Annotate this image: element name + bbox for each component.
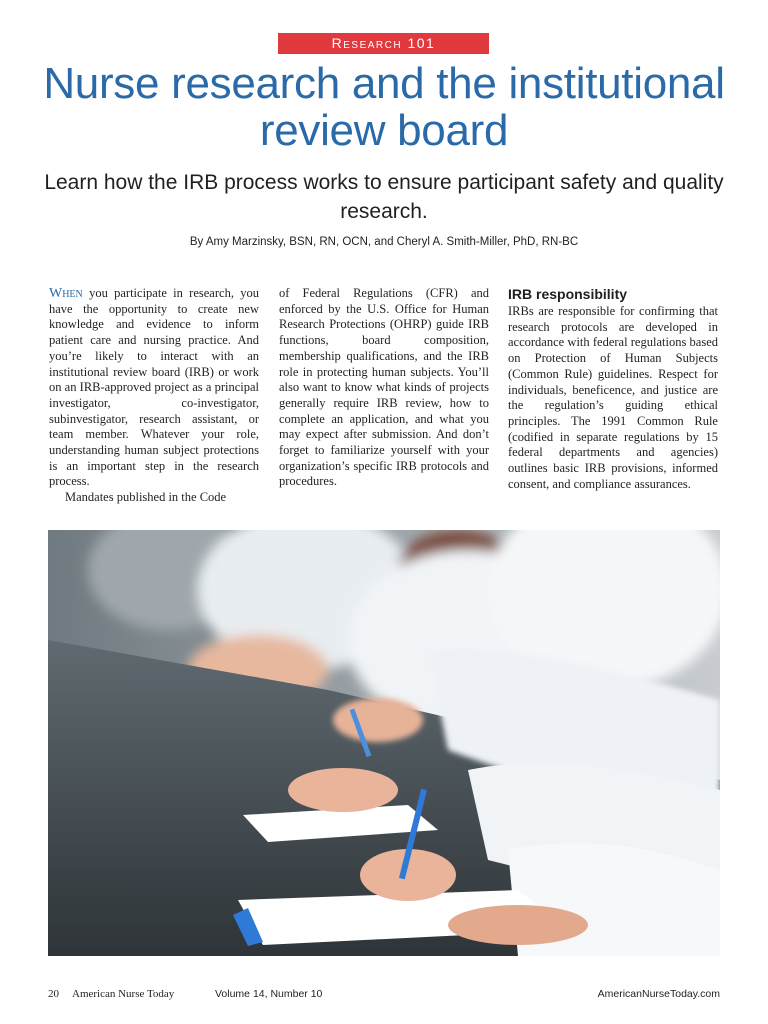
byline: By Amy Marzinsky, BSN, RN, OCN, and Cheryl A. Smith-Miller, PhD, RN-BC [189,236,579,248]
dropcap-word: When [49,286,83,301]
paragraph [49,286,259,490]
paragraph: of Federal Regulations (CFR) and enforced by the U.S. Office for Human Research Protections (OHRP) guide IRB functions, board composition, membership qualifications, and the IRB role in protecting human subjects. You’ll also want to know what kinds of projects generally require IRB review, how to complete an application, and what you may expect after submission. And don’t forget to familiarize yourself with your organization’s specific IRB protocols and procedures. [279,286,489,489]
section-label: Research 101 [278,33,489,54]
meeting-photo [48,530,720,956]
text-column-2 [279,286,489,490]
magazine-name: American Nurse Today [72,988,175,1000]
page-footer [48,986,720,1002]
text-column-3 [508,286,718,492]
text-column-1 [49,286,259,506]
section-heading: IRB responsibility [508,286,628,302]
issue-volume: Volume 14, Number 10 [215,988,323,1000]
paragraph: IRBs are responsible for confirming that research protocols are developed in accordance with federal regulations based on Protection of Human Subjects (Common Rule) guidelines. Respect for individuals, beneficence, and justice are the regulation’s guiding ethical principles. The 1991 Common Rule (codified in separate regulations by 15 federal departments and agencies) outlines basic IRB provisions, informed consent, and compliance assurances. [508,304,718,491]
meeting-photo-icon [48,530,720,956]
article-title: Nurse research and the institutional review board [43,59,725,155]
article-deck: Learn how the IRB process works to ensure participant safety and quality research. [44,171,724,223]
paragraph: Mandates published in the Code [65,490,227,505]
page-number: 20 [48,988,59,1000]
website-url: AmericanNurseToday.com [597,988,720,1000]
paragraph-text: you participate in research, you have the opportunity to create new knowledge and evidence to inform patient care and nursing practice. And you’re likely to interact with an institutional review board (IRB) or work on an IRB-approved project as a principal investigator, co-investigator, subinvestigator, research assistant, or team member. Whatever your role, understanding human subject protections is an important step in the research process. [49,286,259,489]
